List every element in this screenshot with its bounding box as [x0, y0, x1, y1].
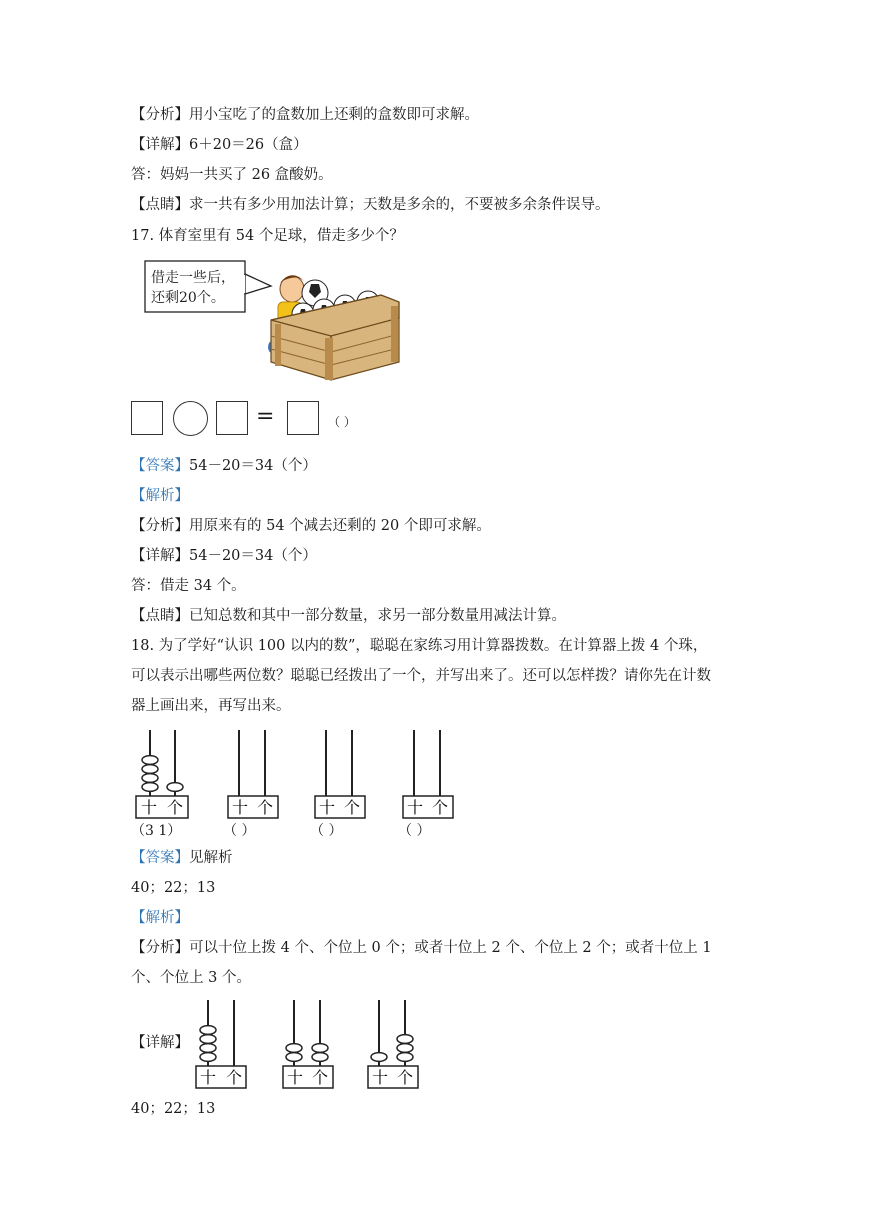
label-tens: 十 — [140, 798, 158, 817]
abacus-question-1 — [133, 728, 191, 820]
unit-paren: （ ） — [328, 415, 356, 429]
fenxi-17: 【分析】用原来有的 54 个减去还剩的 20 个即可求解。 — [131, 518, 491, 534]
label-ones: 个 — [396, 1068, 414, 1087]
abacus-question-4 — [400, 728, 458, 820]
answer-tag: 【答案】 — [131, 458, 189, 474]
xiangjie-18-tag: 【详解】 — [131, 1035, 189, 1051]
answer-18-text: 见解析 — [189, 850, 233, 866]
abacus-answer-22 — [280, 998, 336, 1090]
answer-17-text: 54－20＝34（个） — [189, 458, 317, 474]
illustration-football-crate — [131, 258, 411, 383]
jiexi-17: 【解析】 — [131, 488, 189, 504]
dianjing-17: 【点睛】已知总数和其中一部分数量，求另一部分数量用减法计算。 — [131, 608, 566, 624]
fenxi-18-line-2: 个、个位上 3 个。 — [131, 970, 251, 986]
crate-boy-illustration — [131, 258, 411, 383]
abacus-blank-4[interactable]: （ ） — [398, 823, 431, 839]
blank-square-2[interactable] — [216, 401, 248, 435]
blank-square-3[interactable] — [287, 401, 319, 435]
fenxi-18-line-1: 【分析】可以十位上拨 4 个、个位上 0 个；或者十位上 2 个、个位上 2 个；或者十位上 1 — [131, 940, 712, 956]
label-ones: 个 — [225, 1068, 243, 1087]
equals-sign: = — [256, 404, 275, 429]
speech-line-2: 还剩20个。 — [151, 290, 225, 306]
final-values: 40；22；13 — [131, 1101, 216, 1117]
abacus-answer-13 — [365, 998, 421, 1090]
label-ones: 个 — [343, 798, 361, 817]
abacus-question-2 — [225, 728, 283, 820]
blank-operator-circle[interactable] — [173, 401, 208, 436]
label-tens: 十 — [406, 798, 424, 817]
abacus-given-value: （3 1） — [131, 823, 182, 839]
answer-tag: 【答案】 — [131, 850, 189, 866]
blank-square-1[interactable] — [131, 401, 163, 435]
question-18-line-1: 18. 为了学好“认识 100 以内的数”，聪聪在家练习用计算器拨数。在计算器上拨 4 个珠， — [131, 638, 708, 654]
line-fenxi-16: 【分析】用小宝吃了的盒数加上还剩的盒数即可求解。 — [131, 107, 479, 123]
question-18-line-2: 可以表示出哪些两位数？聪聪已经拨出了一个，并写出来了。还可以怎样拨？请你先在计数 — [131, 668, 711, 684]
jiexi-18: 【解析】 — [131, 910, 189, 926]
label-ones: 个 — [431, 798, 449, 817]
xiangjie-17: 【详解】54－20＝34（个） — [131, 548, 317, 564]
abacus-answer-40 — [193, 998, 249, 1090]
equation-blanks — [131, 400, 391, 440]
label-ones: 个 — [166, 798, 184, 817]
label-ones: 个 — [311, 1068, 329, 1087]
label-tens: 十 — [199, 1068, 217, 1087]
label-tens: 十 — [371, 1068, 389, 1087]
abacus-blank-3[interactable]: （ ） — [310, 823, 343, 839]
question-17: 17. 体育室里有 54 个足球，借走多少个？ — [131, 228, 404, 244]
label-tens: 十 — [231, 798, 249, 817]
line-answer-16: 答：妈妈一共买了 26 盒酸奶。 — [131, 167, 333, 183]
label-tens: 十 — [318, 798, 336, 817]
abacus-question-3 — [312, 728, 370, 820]
answer-18 — [131, 848, 233, 868]
answer-17 — [131, 456, 317, 476]
line-xiangjie-16: 【详解】6＋20＝26（盒） — [131, 137, 308, 153]
abacus-blank-2[interactable]: （ ） — [223, 823, 256, 839]
answer-18-values: 40；22；13 — [131, 880, 216, 896]
question-18-line-3: 器上画出来，再写出来。 — [131, 698, 291, 714]
answer-line-17: 答：借走 34 个。 — [131, 578, 246, 594]
label-ones: 个 — [256, 798, 274, 817]
label-tens: 十 — [286, 1068, 304, 1087]
line-dianjing-16: 【点睛】求一共有多少用加法计算；天数是多余的，不要被多余条件误导。 — [131, 197, 610, 213]
speech-line-1: 借走一些后， — [151, 270, 235, 286]
